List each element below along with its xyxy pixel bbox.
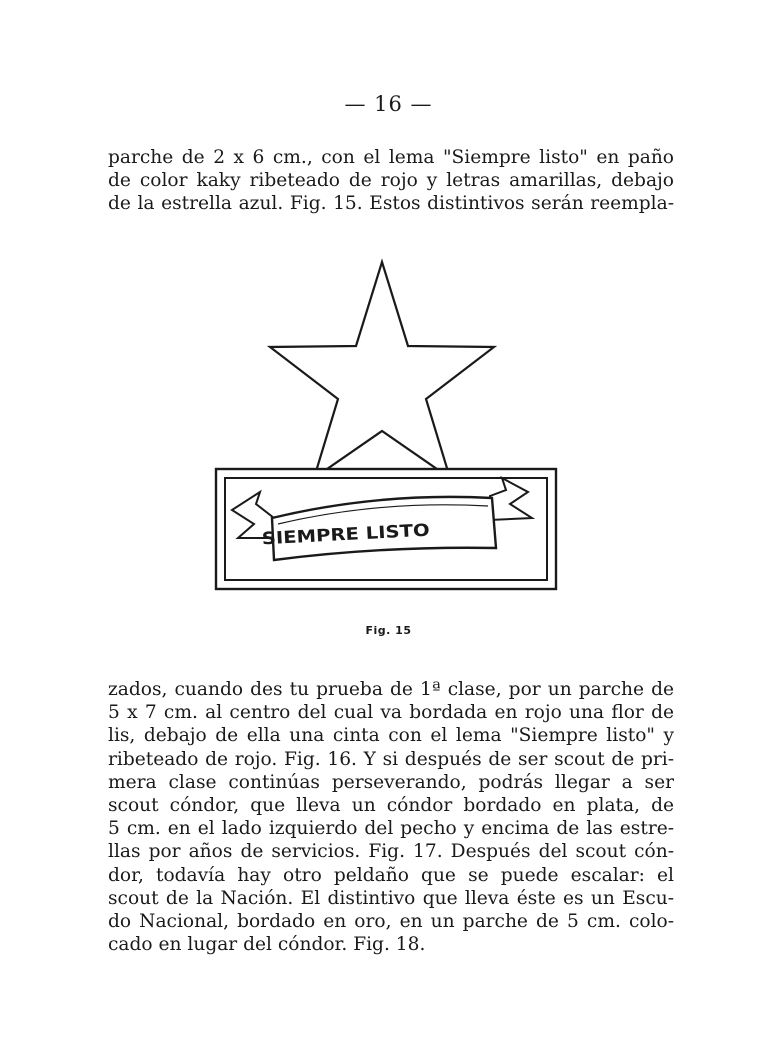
text-line: llas por años de servicios. Fig. 17. Después del scout cón- <box>108 841 674 863</box>
text-line: de color kaky ribeteado de rojo y letras amarillas, debajo <box>108 170 674 192</box>
star-icon <box>270 262 494 478</box>
text-line: parche de 2 x 6 cm., con el lema "Siempre listo" en paño <box>108 147 674 168</box>
text-line: 5 x 7 cm. al centro del cual va bordada en rojo una flor de <box>108 702 674 724</box>
text-line: de la estrella azul. Fig. 15. Estos distintivos serán reempla- <box>108 193 674 215</box>
text-line: do Nacional, bordado en oro, en un parche de 5 cm. colo- <box>108 911 674 933</box>
text-line: lis, debajo de ella una cinta con el lema "Siempre listo" y <box>108 725 674 747</box>
text-line: dor, todavía hay otro peldaño que se puede escalar: el <box>108 864 674 886</box>
text-line: 5 cm. en el lado izquierdo del pecho y encima de las estre- <box>108 818 674 840</box>
ribbon-text: SIEMPRE LISTO <box>261 521 408 550</box>
text-line: cado en lugar del cóndor. Fig. 18. <box>108 934 426 956</box>
figure-caption: Fig. 15 <box>365 624 412 637</box>
badge-figure <box>210 256 560 596</box>
page-number: — 16 — <box>344 92 433 116</box>
text-line: mera clase continúas perseverando, podrás llegar a ser <box>108 771 674 793</box>
text-line: scout de la Nación. El distintivo que lleva éste es un Escu- <box>108 887 674 909</box>
paragraph-1 <box>108 146 674 216</box>
text-line: zados, cuando des tu prueba de 1ª clase, por un parche de <box>108 679 674 700</box>
text-line: scout cóndor, que lleva un cóndor bordado en plata, de <box>108 795 674 817</box>
text-line: ribeteado de rojo. Fig. 16. Y si después de ser scout de pri- <box>108 748 674 770</box>
paragraph-2 <box>108 678 674 956</box>
badge-illustration <box>210 256 560 596</box>
